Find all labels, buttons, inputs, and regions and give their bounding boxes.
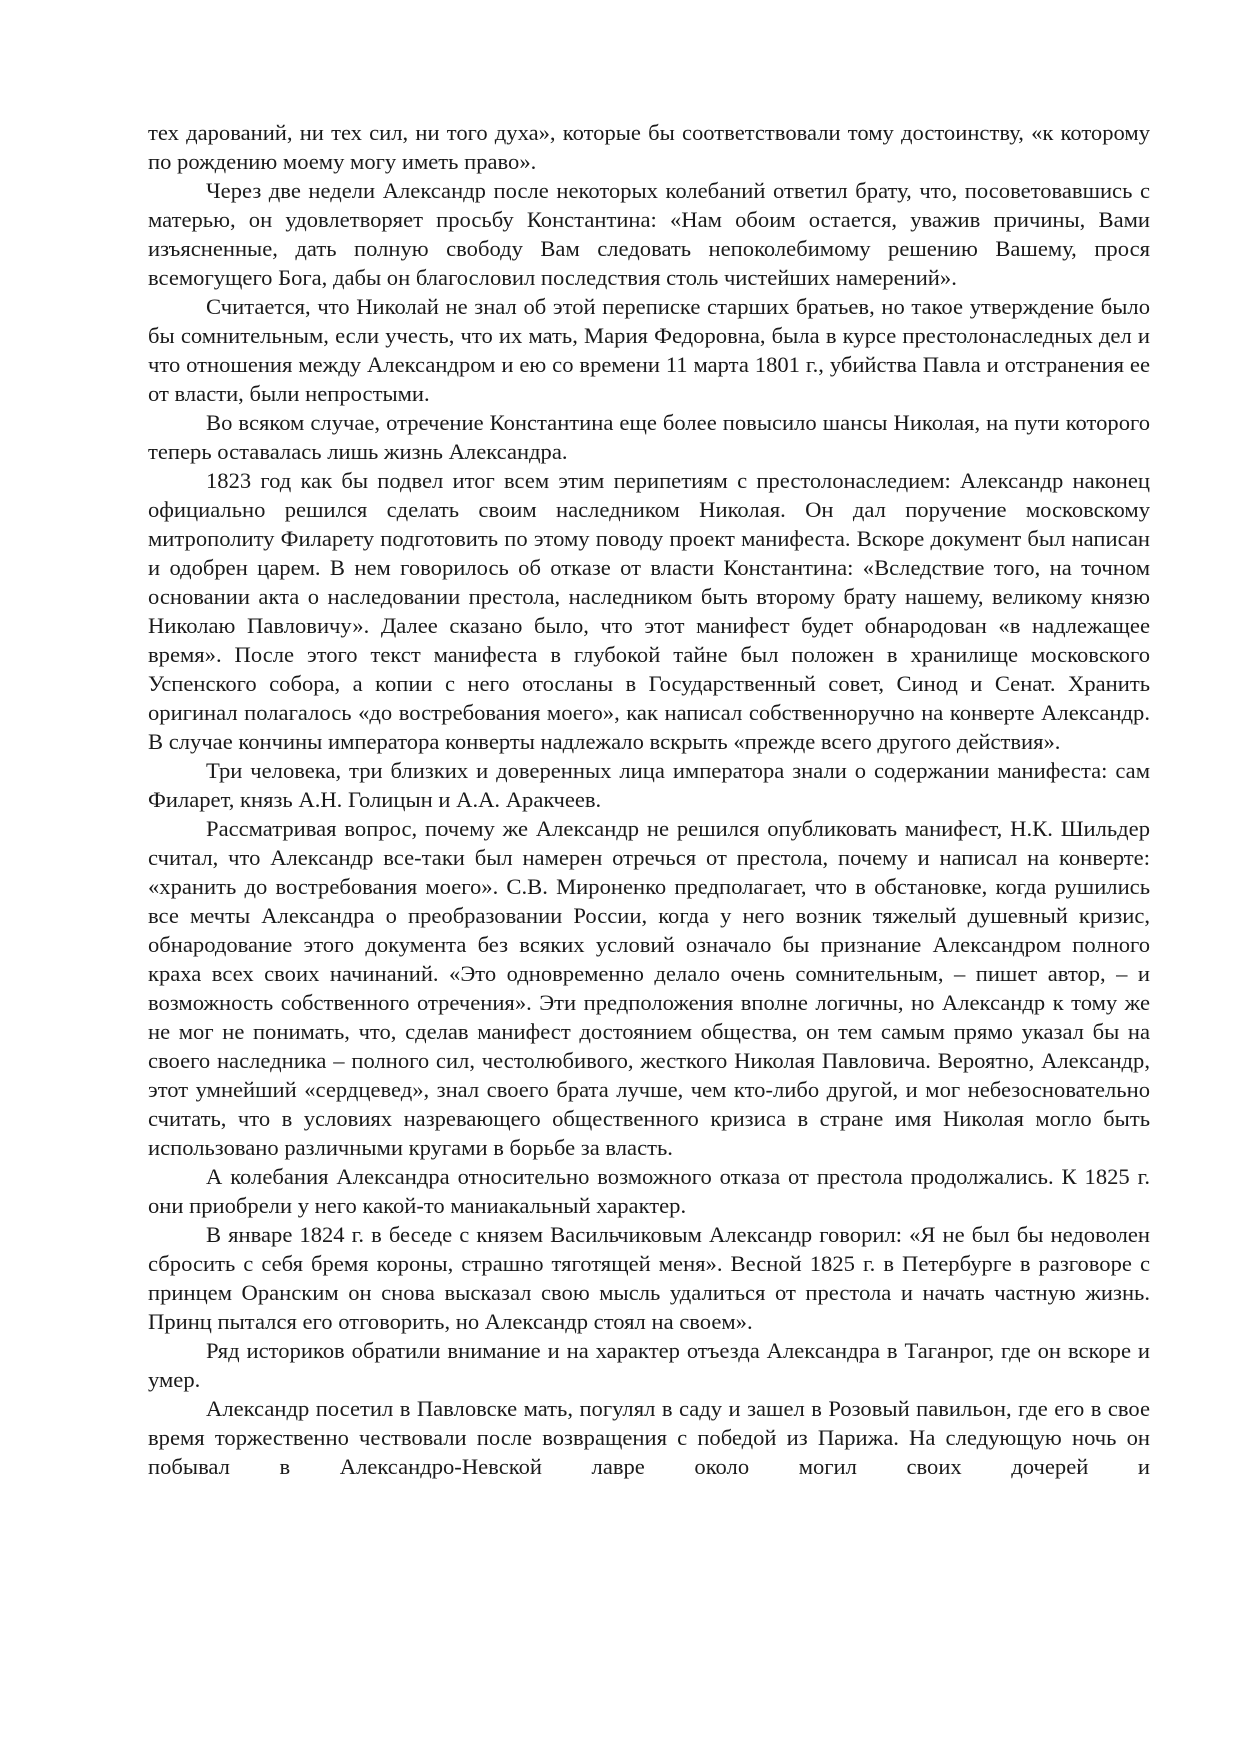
paragraph-9: В январе 1824 г. в беседе с князем Васильчиковым Александр говорил: «Я не был бы недоволен сбросить с себя бремя короны, страшно тяготящей меня». Весной 1825 г. в Петербурге в разговоре с принцем Оранским он снова высказал свою мысль удалиться от престола и начать частную жизнь. Принц пытался его отговорить, но Александр стоял на своем».: [148, 1222, 1150, 1334]
paragraph-11: Александр посетил в Павловске мать, погулял в саду и зашел в Розовый павильон, где его в свое время торжественно чествовали после возвращения с победой из Парижа. На следующую ночь он побывал в Александро-Невской лавре около могил своих дочерей и: [148, 1396, 1150, 1479]
paragraph-8: А колебания Александра относительно возможного отказа от престола продолжались. К 1825 г. они приобрели у него какой-то маниакальный характер.: [148, 1164, 1150, 1218]
paragraph-7: Рассматривая вопрос, почему же Александр не решился опубликовать манифест, Н.К. Шильдер считал, что Александр все-таки был намерен отречься от престола, почему и написал на конверте: «хранить до востребования моего». С.В. Мироненко предполагает, что в обстановке, когда рушились все мечты Александра о преобразовании России, когда у него возник тяжелый душевный кризис, обнародование этого документа без всяких условий означало бы признание Александром полного краха всех своих начинаний. «Это одновременно делало очень сомнительным, – пишет автор, – и возможность собственного отречения». Эти предположения вполне логичны, но Александр к тому же не мог не понимать, что, сделав манифест достоянием общества, он тем самым прямо указал бы на своего наследника – полного сил, честолюбивого, жесткого Николая Павловича. Вероятно, Александр, этот умнейший «сердцевед», знал своего брата лучше, чем кто-либо другой, и мог небезосновательно считать, что в условиях назревающего общественного кризиса в стране имя Николая могло быть использовано различными кругами в борьбе за власть.: [148, 816, 1150, 1160]
paragraph-5: 1823 год как бы подвел итог всем этим перипетиям с престолонаследием: Александр наконец официально решился сделать своим наследником Николая. Он дал поручение московскому митрополиту Филарету подготовить по этому поводу проект манифеста. Вскоре документ был написан и одобрен царем. В нем говорилось об отказе от власти Константина: «Вследствие того, на точном основании акта о наследовании престола, наследником быть второму брату нашему, великому князю Николаю Павловичу». Далее сказано было, что этот манифест будет обнародован «в надлежащее время». После этого текст манифеста в глубокой тайне был положен в хранилище московского Успенского собора, а копии с него отосланы в Государственный совет, Синод и Сенат. Хранить оригинал полагалось «до востребования моего», как написал собственноручно на конверте Александр. В случае кончины императора конверты надлежало вскрыть «прежде всего другого действия».: [148, 468, 1150, 754]
paragraph-4: Во всяком случае, отречение Константина еще более повысило шансы Николая, на пути которого теперь оставалась лишь жизнь Александра.: [148, 410, 1150, 464]
document-page: [148, 118, 1150, 1481]
paragraph-6: Три человека, три близких и доверенных лица императора знали о содержании манифеста: сам Филарет, князь А.Н. Голицын и А.А. Аракчеев.: [148, 758, 1150, 812]
paragraph-3: Считается, что Николай не знал об этой переписке старших братьев, но такое утверждение было бы сомнительным, если учесть, что их мать, Мария Федоровна, была в курсе престолонаследных дел и что отношения между Александром и ею со времени 11 марта 1801 г., убийства Павла и отстранения ее от власти, были непростыми.: [148, 294, 1150, 406]
paragraph-1: тех дарований, ни тех сил, ни того духа», которые бы соответствовали тому достоинству, «к которому по рождению моему могу иметь право».: [148, 120, 1150, 174]
paragraph-2: Через две недели Александр после некоторых колебаний ответил брату, что, посоветовавшись с матерью, он удовлетворяет просьбу Константина: «Нам обоим остается, уважив причины, Вами изъясненные, дать полную свободу Вам следовать непоколебимому решению Вашему, прося всемогущего Бога, дабы он благословил последствия столь чистейших намерений».: [148, 178, 1150, 290]
paragraph-10: Ряд историков обратили внимание и на характер отъезда Александра в Таганрог, где он вскоре и умер.: [148, 1338, 1150, 1392]
